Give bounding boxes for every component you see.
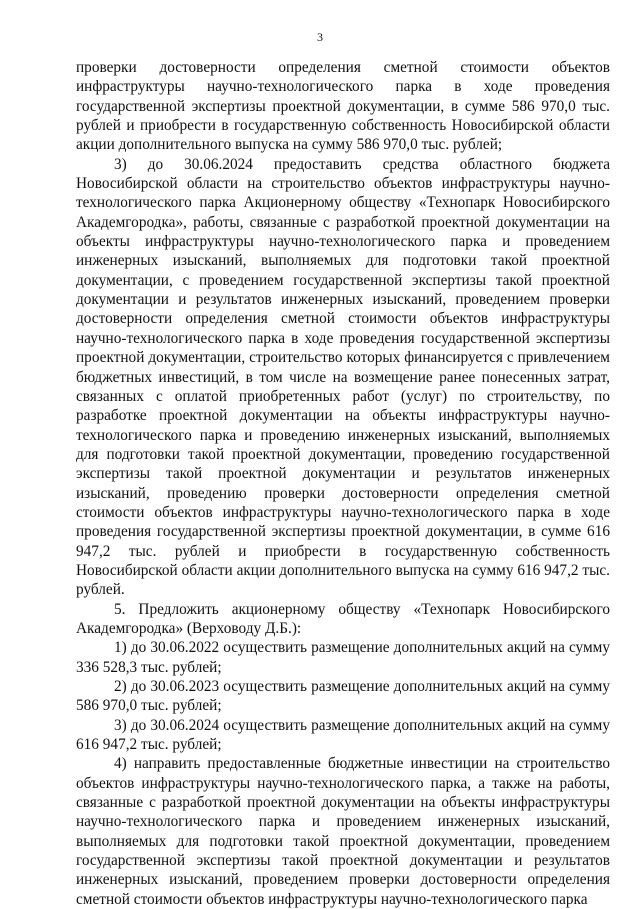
paragraph-item-3-shares: 3) до 30.06.2024 осуществить размещение дополнительных акций на сумму 616 947,2 тыс. рублей; [76,716,610,754]
paragraph-continuation: проверки достоверности определения сметной стоимости объектов инфраструктуры научно-технологического парка в ходе проведения государственной экспертизы проектной документации, в сумме 586 970,0 тыс. рублей и приобрести в государственную собственность Новосибирской области акции дополнительного выпуска на сумму 586 970,0 тыс. рублей; [76,59,610,154]
paragraph-item-1-shares: 1) до 30.06.2022 осуществить размещение дополнительных акций на сумму 336 528,3 тыс. рублей; [76,639,610,676]
paragraph-item-2-shares: 2) до 30.06.2023 осуществить размещение дополнительных акций на сумму 586 970,0 тыс. рублей; [76,678,610,715]
paragraph-section-5: 5. Предложить акционерному обществу «Технопарк Новосибирского Академгородка» (Верховоду Д.Б.): [76,600,610,637]
paragraph-item-4-direct-investments: 4) направить предоставленные бюджетные инвестиции на строительство объектов инфраструктуры научно-технологического парка, а также на работы, связанные с разработкой проектной документации на объекты инфраструктуры научно-технологического парка и проведением инженерных изысканий, выполняемых для подготовки такой проектной документации, проведением государственной экспертизы такой проектной документации и результатов инженерных изысканий, проведением проверки достоверности определения сметной стоимости объектов инфраструктуры научно-технологического парка [76,755,610,908]
paragraph-item-3-investments: 3) до 30.06.2024 предоставить средства областного бюджета Новосибирской области на строительство объектов инфраструктуры научно-технологического парка Акционерному обществу «Технопарк Новосибирского Академгородка», работы, связанные с разработкой проектной документации на объекты инфраструктуры научно-технологического парка и проведением инженерных изысканий, выполняемых для подготовки такой проектной документации, с проведением государственной экспертизы такой проектной документации и результатов инженерных изысканий, проведением проверки достоверности определения сметной стоимости объектов инфраструктуры научно-технологического парка в ходе проведения государственной экспертизы проектной документации, строительство которых финансируется с привлечением бюджетных инвестиций, в том числе на возмещение ранее понесенных затрат, связанных с оплатой приобретенных работ (услуг) по строительству, по разработке проектной документации на объекты инфраструктуры научно-технологического парка и проведению инженерных изысканий, выполняемых для подготовки такой проектной документации, проведению государственной экспертизы такой проектной документации и результатов инженерных изысканий, проведению проверки достоверности определения сметной стоимости объектов инфраструктуры научно-технологического парка в ходе проведения государственной экспертизы проектной документации, в сумме 616 947,2 тыс. рублей и приобрести в государственную собственность Новосибирской области акции дополнительного выпуска на сумму 616 947,2 тыс. рублей. [76,155,610,599]
document-body [76,58,610,909]
page-number: 3 [317,30,323,44]
